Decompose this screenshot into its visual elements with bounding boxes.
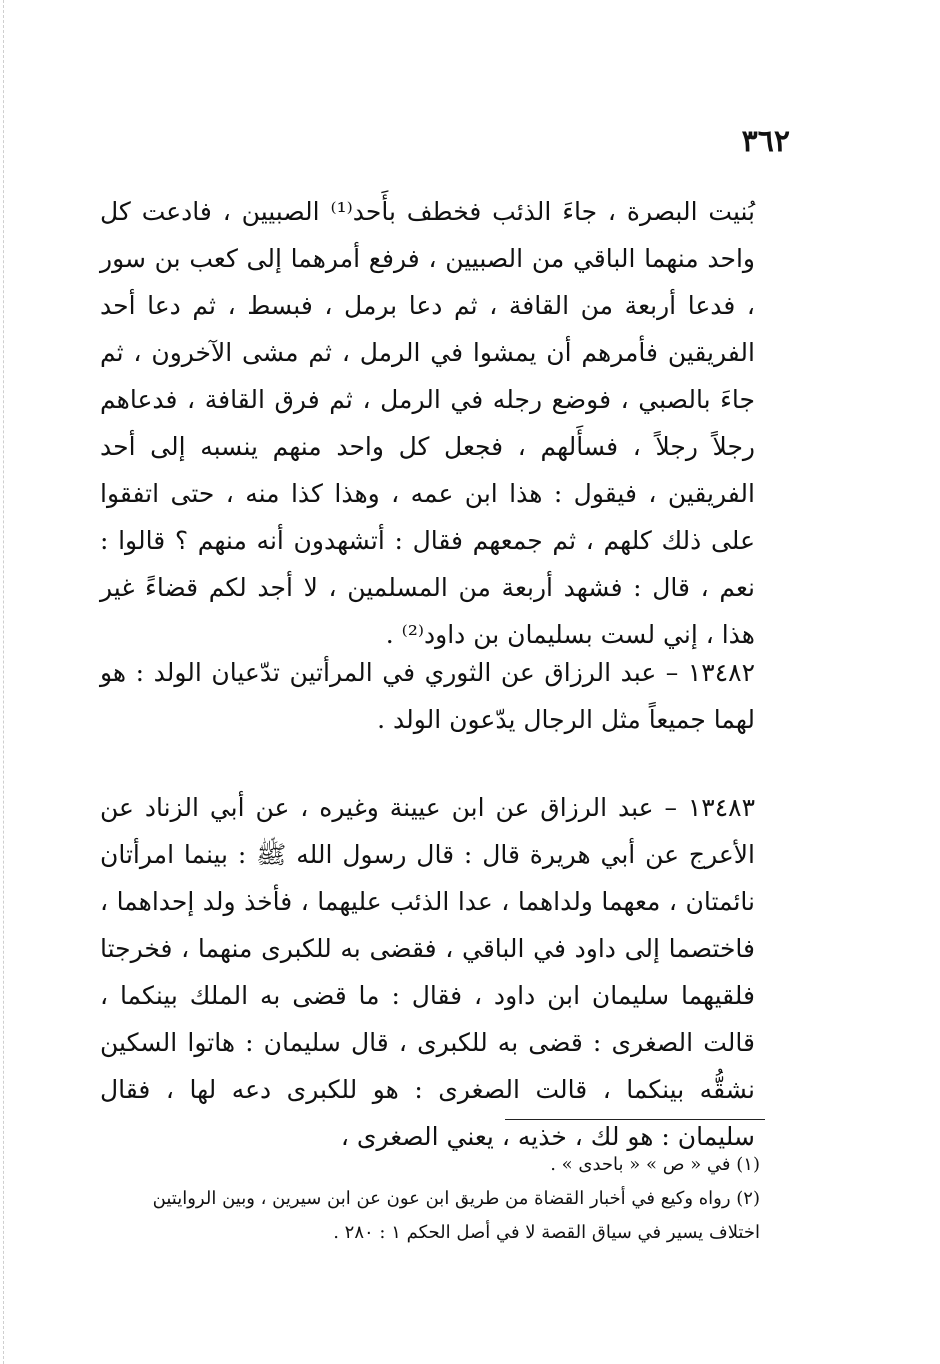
paragraph-hadith-13482: [100, 649, 755, 743]
paragraph-text: بُنيت البصرة ، جاءَ الذئب فخطف بأَحد⁽¹⁾ الصبيين ، فادعت كل واحد منهما الباقي من الصبيين ، فرفع أمرهما إلى كعب بن سور ، فدعا أربعة من القافة ، ثم دعا برمل ، فبسط ، ثم دعا أحد الفريقين فأمرهم أن يمشوا في الرمل ، ثم مشى الآخرون ، ثم جاءَ بالصبي ، فوضع رجله في الرمل ، ثم فرق القافة ، فدعاهم رجلاً رجلاً ، فسأَلهم ، فجعل كل واحد منهم ينسبه إلى أحد الفريقين ، فيقول : هذا ابن عمه ، وهذا كذا منه ، حتى اتفقوا على ذلك كلهم ، ثم جمعهم فقال : أتشهدون أنه منهم ؟ قالوا : نعم ، قال : فشهد أربعة من المسلمين ، لا أجد لكم قضاءً غير هذا ، إني لست بسليمان بن داود⁽²⁾ .: [100, 197, 755, 649]
page-number: ٣٦٢: [741, 124, 790, 159]
paragraph-text: ١٣٤٨٢ – عبد الرزاق عن الثوري في المرأتين تدّعيان الولد : هو لهما جميعاً مثل الرجال يدّعون الولد .: [100, 658, 755, 734]
page-edge-line: [3, 0, 4, 1364]
footnote-2: (٢) رواه وكيع في أخبار القضاة من طريق ابن عون عن ابن سيرين ، وبين الروايتين اختلاف يسير في سياق القصة لا في أصل الحكم ١ : ٢٨٠ .: [152, 1188, 760, 1243]
footnote-1: (١) في « ص » « باحدى » .: [550, 1154, 760, 1175]
footnote-separator: [505, 1119, 765, 1120]
paragraph-text: ١٣٤٨٣ – عبد الرزاق عن ابن عيينة وغيره ، عن أبي الزناد عن الأعرج عن أبي هريرة قال : قال رسول الله ﷺ : بينما امرأتان نائمتان ، معهما ولداهما ، عدا الذئب عليهما ، فأخذ ولد إحداهما ، فاختصما إلى داود في الباقي ، فقضى به للكبرى منهما ، فخرجتا فلقيهما سليمان ابن داود ، فقال : ما قضى به الملك بينكما ، قالت الصغرى : قضى به للكبرى ، قال سليمان : هاتوا السكين نشقُّه بينكما ، قالت الصغرى : هو للكبرى دعه لها ، فقال سليمان : هو لك ، خذيه ، يعني الصغرى ،: [100, 793, 755, 1151]
paragraph-hadith-13483: [100, 784, 755, 1160]
footnotes: [100, 1148, 760, 1250]
paragraph-story-continuation: [100, 188, 755, 658]
